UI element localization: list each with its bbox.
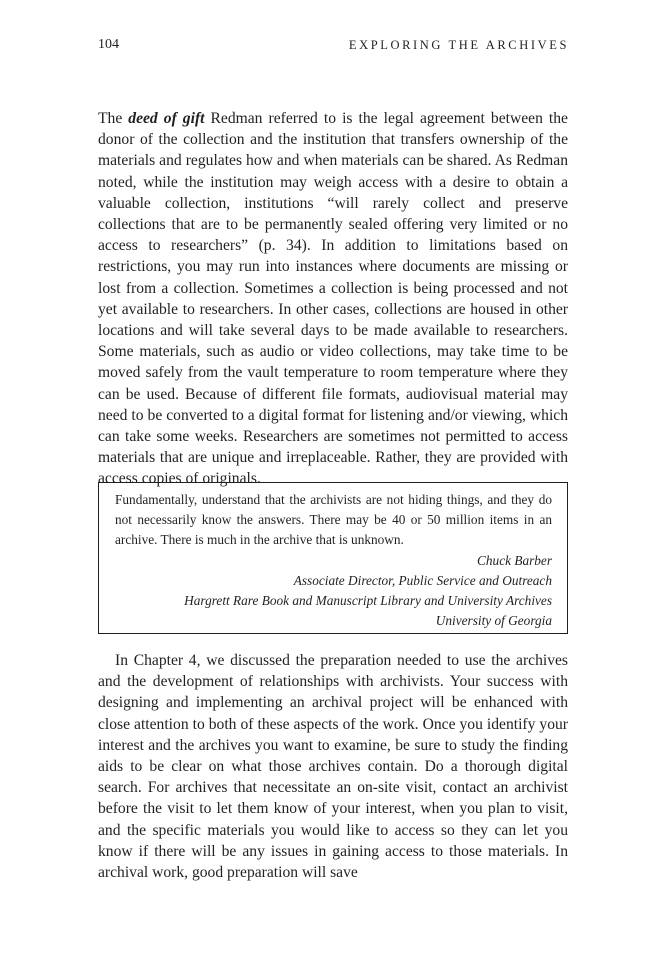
attribution-title: Associate Director, Public Service and Outreach xyxy=(293,572,552,588)
emphasized-term: deed of gift xyxy=(128,110,205,127)
paragraph-text: Redman referred to is the legal agreement between the donor of the collection and the institution that transfers ownership of the materials and regulates how and when materials can be shared. As Redman noted, while the institution may weigh access with a desire to obtain a valuable collection, institutions “will rarely collect and preserve collections that are to be permanently sealed offering very limited or no access to researchers” (p. 34). In addition to limitations based on restrictions, you may run into instances where documents are missing or lost from a collection. Sometimes a collection is being processed and not yet available to researchers. In other cases, collections are housed in other locations and will take several days to be made available to researchers. Some materials, such as audio or video collections, may take time to be moved safely from the vault temperature to room temperature where they can be used. Because of different file formats, audiovisual material may need to be converted to a digital format for listening and/or viewing, which can take some weeks. Researchers are sometimes not permitted to access materials that are unique and irreplaceable. Rather, they are provided with access copies of originals. xyxy=(98,110,568,488)
attribution-university: University of Georgia xyxy=(435,613,552,629)
paragraph-lead: The xyxy=(98,110,129,127)
attribution-library: Hargrett Rare Book and Manuscript Library and University Archives xyxy=(184,593,552,609)
page-number: 104 xyxy=(98,37,119,52)
quote-text: Fundamentally, understand that the archivists are not hiding things, and they do not necessarily know the answers. There may be 40 or 50 million items in an archive. There is much in the archive that is unknown. xyxy=(115,492,552,548)
quote-box xyxy=(98,482,568,634)
body-paragraph: In Chapter 4, we discussed the preparation needed to use the archives and the development of relationships with archivists. Your success with designing and implementing an archival project will be enhanced with close attention to both of these aspects of the work. Once you identify your interest and the archives you want to examine, be sure to study the finding aids to be clear on what those archives contain. Do a thorough digital search. For archives that necessitate an on-site visit, contact an archivist before the visit to let them know of your interest, when you plan to visit, and the specific materials you would like to access so they can let you know if there will be any issues in gaining access to those materials. In archival work, good preparation will save xyxy=(98,652,568,882)
body-paragraph xyxy=(98,108,568,490)
running-head: EXPLORING THE ARCHIVES xyxy=(348,38,569,52)
attribution-name: Chuck Barber xyxy=(477,552,552,568)
